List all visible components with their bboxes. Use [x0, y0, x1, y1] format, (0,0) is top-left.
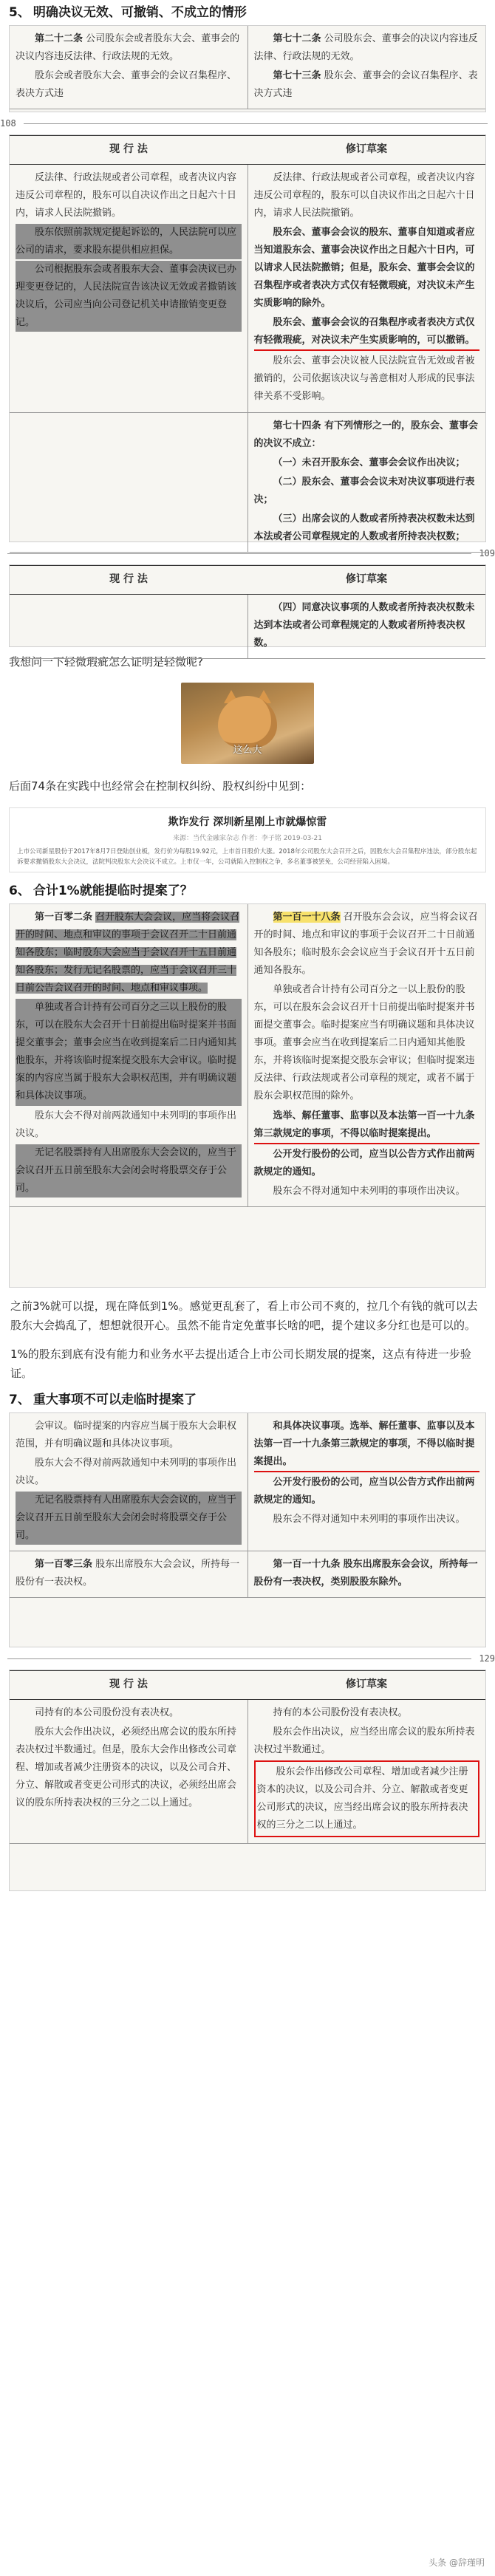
- draft-paragraph-underlined: 和具体决议事项。选举、解任董事、监事以及本法第一百一十九条第三款规定的事项，不得以临时提案提出。: [254, 1418, 480, 1472]
- law-paragraph: 反法律、行政法规或者公司章程，或者决议内容违反公司章程的，股东可以自决议作出之日起六十日内，请求人民法院撤销。: [16, 171, 237, 219]
- article-text: 召开股东会会议，应当将会议召开的时间、地点和审议的事项于会议召开二十日前通知各股东；临时股东会会议应当于会议召开十五日前通知各股东。: [253, 912, 478, 977]
- draft-paragraph: 股东会、董事会决议被人民法院宣告无效或者被撤销的，公司依据该决议与善意相对人形成的民事法律关系不受影响。: [253, 355, 475, 403]
- news-article-screenshot: [9, 807, 486, 872]
- article-meta: 来源：当代金融家杂志 作者：李子铭 2019-03-21: [172, 834, 323, 842]
- column-header-draft: 修订草案: [248, 136, 485, 165]
- cat-icon: [218, 696, 277, 748]
- law-paragraph: 股东大会不得对前两款通知中未列明的事项作出决议。: [16, 1110, 237, 1139]
- law-scan-block-3: [9, 564, 486, 647]
- law-scan-block-6: [9, 1670, 486, 1891]
- commentary-paragraph: 1%的股东到底有没有能力和业务水平去提出适合上市公司长期发展的提案，这点有待进一步验证。: [10, 1347, 471, 1380]
- law-paragraph-highlight: 召开股东大会会议，应当将会议召开的时间、地点和审议的事项于会议召开二十日前通知各股东；临时股东大会应当于会议召开十五日前通知各股东；发行无记名股票的，应当于会议召开三十日前公告会议召开的时间、地点和审议事项。: [16, 912, 240, 994]
- draft-paragraph: 单独或者合计持有公司百分之一以上股份的股东，可以在股东会会议召开十日前提出临时提案并书面提交董事会。临时提案应当有明确议题和具体决议事项。董事会应当在收到提案后二日内通知其他股东，并将该临时提案提交股东会审议；但临时提案违反法律、行政法规或者公司章程的规定，或者不属于股东会职权范围的除外。: [253, 984, 475, 1102]
- draft-paragraph-underlined: 选举、解任董事、监事以及本法第一百一十九条第三款规定的事项，不得以临时提案提出。: [254, 1107, 480, 1144]
- list-item: （一）未召开股东会、董事会会议作出决议；: [273, 457, 465, 468]
- law-scan-block-1: [9, 25, 486, 112]
- draft-paragraph: 反法律、行政法规或者公司章程，或者决议内容违反公司章程的，股东可以自决议作出之日起六十日内，请求人民法院撤销。: [253, 171, 475, 219]
- section-number: 5、: [9, 4, 30, 20]
- meme-image: [181, 683, 314, 764]
- meme-caption: 这么大: [233, 745, 262, 756]
- column-header-draft: 修订草案: [248, 566, 485, 595]
- commentary-paragraph: 之前3%就可以提，现在降低到1%。感觉更乱套了，看上市公司不爽的，拉几个有钱的就可以去股东大会捣乱了，想想就很开心。虽然不能肯定免董事长啥的吧，提个建议多分红也是可以的。: [10, 1299, 478, 1333]
- list-item: （二）股东会、董事会会议未对决议事项进行表决；: [253, 476, 475, 505]
- section-6-heading: [0, 878, 495, 903]
- draft-paragraph: 股东会、董事会会议的股东、董事自知道或者应当知道股东会、董事会决议作出之日起六十日内，可以请求人民法院撤销；但是，股东会、董事会会议的召集程序或者表决方式仅有轻微瑕疵，对决议未产生实质影响的除外。: [253, 227, 475, 310]
- article-text: 公司股东会或者股东大会、董事会的决议内容违反法律、行政法规的无效。: [16, 33, 240, 63]
- draft-paragraph-underlined: 股东会、董事会会议的召集程序或者表决方式仅有轻微瑕疵，对决议未产生实质影响的，可以撤销。: [254, 314, 480, 351]
- page-number: [0, 112, 495, 134]
- law-paragraph-highlight: 股东依照前款规定提起诉讼的，人民法院可以应公司的请求，要求股东提供相应担保。: [16, 224, 242, 259]
- comment-question: 我想问一下轻微瑕疵怎么证明是轻微呢?: [9, 655, 203, 669]
- page-number-text: 109: [479, 547, 495, 558]
- section-5-heading: [0, 0, 495, 25]
- article-text: 股东出席股东会会议，所持每一股份有一表决权，类别股股东除外。: [253, 1559, 478, 1588]
- law-scan-block-2: [9, 134, 486, 542]
- law-paragraph-highlight: 无记名股票持有人出席股东大会会议的，应当于会议召开五日前至股东大会闭会时将股票交存于公司。: [16, 1492, 242, 1545]
- article-text: 公司股东会、董事会的决议内容违反法律、行政法规的无效。: [253, 33, 478, 63]
- section-7-heading: [0, 1387, 495, 1412]
- column-header-draft: 修订草案: [248, 1671, 485, 1700]
- column-header-current-law: 现 行 法: [10, 566, 248, 595]
- draft-paragraph: 股东会不得对通知中未列明的事项作出决议。: [273, 1185, 465, 1197]
- watermark: 头条 @辞瑾明: [429, 2557, 485, 2568]
- article-label: 第二十二条: [35, 33, 83, 44]
- draft-paragraph: 公开发行股份的公司，应当以公告方式作出前两款规定的通知。: [253, 1148, 475, 1178]
- comment-text: 后面74条在实践中也经常会在控制权纠纷、股权纠纷中见到：: [9, 779, 312, 793]
- article-label: 第七十四条: [273, 420, 321, 431]
- article-title: 欺诈发行 深圳新星刚上市就爆惊雷: [168, 816, 327, 828]
- law-scan-block-4: [9, 903, 486, 1288]
- article-text: 股东会、董事会的会议召集程序、表决方式违: [253, 70, 478, 100]
- law-scan-block-5: [9, 1412, 486, 1647]
- column-header-current-law: 现 行 法: [10, 136, 248, 165]
- article-text: 股东出席股东大会会议，所持每一股份有一表决权。: [16, 1559, 240, 1588]
- draft-paragraph-boxed: 股东会作出修改公司章程、增加或者减少注册资本的决议，以及公司合并、分立、解散或者变更公司形式的决议，应当经出席会议的股东所持表决权的三分之二以上通过。: [254, 1760, 480, 1837]
- article-body: 上市公司新星股份于2017年8月7日登陆创业板，发行价为每股19.92元，上市首日股价大涨。2018年公司股东大会召开之后，因股东大会召集程序违法，部分股东起诉要求撤销股东大会决议，法院判决股东大会决议不成立。上市仅一年，公司就陷入控制权之争，多名董事被罢免，公司经营陷入困境。: [17, 848, 477, 866]
- draft-paragraph: 持有的本公司股份没有表决权。: [273, 1706, 408, 1718]
- page-number-text: 108: [0, 117, 16, 129]
- article-label: 第一百一十九条: [273, 1559, 341, 1571]
- article-label: 第一百零二条: [35, 912, 93, 923]
- draft-paragraph: 公开发行股份的公司，应当以公告方式作出前两款规定的通知。: [253, 1477, 475, 1506]
- list-item: （四）同意决议事项的人数或者所持表决权数未达到本法或者公司章程规定的人数或者所持表决权数。: [253, 601, 475, 649]
- section-number: 6、: [9, 883, 30, 898]
- section-title: 明确决议无效、可撤销、不成立的情形: [33, 4, 247, 20]
- article-text: 股东会或者股东大会、董事会的会议召集程序、表决方式违: [16, 70, 237, 100]
- law-paragraph-highlight: 单独或者合计持有公司百分之三以上股份的股东，可以在股东大会召开十日前提出临时提案并书面提交董事会；董事会应当在收到提案后二日内通知其他股东，并将该临时提案提交股东大会审议。临时提案的内容应当属于股东大会职权范围，并有明确议题和具体决议事项。: [16, 999, 242, 1105]
- list-item: （三）出席会议的人数或者所持表决权数未达到本法或者公司章程规定的人数或者所持表决权数；: [253, 513, 475, 542]
- page-number-text: 129: [479, 1653, 495, 1664]
- page-number: [0, 1647, 495, 1670]
- section-title: 合计1%就能提临时提案了？: [33, 883, 193, 898]
- article-label: 第七十二条: [273, 33, 321, 44]
- article-label: 第一百一十八条: [273, 912, 341, 923]
- article-label: 第七十三条: [273, 70, 321, 82]
- draft-paragraph: 股东会不得对通知中未列明的事项作出决议。: [273, 1514, 465, 1526]
- law-paragraph: 司持有的本公司股份没有表决权。: [35, 1706, 180, 1718]
- section-title: 重大事项不可以走临时提案了: [33, 1392, 197, 1407]
- law-paragraph-highlight: 公司根据股东会或者股东大会、董事会决议已办理变更登记的，人民法院宣告该决议无效或者撤销该决议后，公司应当向公司登记机关申请撤销变更登记。: [16, 261, 242, 332]
- law-paragraph-highlight: 无记名股票持有人出席股东大会会议的，应当于会议召开五日前至股东大会闭会时将股票交存于公司。: [16, 1144, 242, 1198]
- law-paragraph: 股东大会作出决议，必须经出席会议的股东所持表决权过半数通过。但是，股东大会作出修改公司章程、增加或者减少注册资本的决议，以及公司合并、分立、解散或者变更公司形式的决议，必须经出席会议的股东所持表决权的三分之二以上通过。: [16, 1726, 237, 1809]
- law-paragraph: 股东大会不得对前两款通知中未列明的事项作出决议。: [16, 1458, 237, 1487]
- section-number: 7、: [9, 1392, 30, 1407]
- article-label: 第一百零三条: [35, 1559, 93, 1571]
- draft-paragraph: 股东会作出决议，应当经出席会议的股东所持表决权过半数通过。: [253, 1726, 475, 1755]
- article-text: 有下列情形之一的，股东会、董事会的决议不成立：: [253, 420, 479, 449]
- column-header-current-law: 现 行 法: [10, 1671, 248, 1700]
- law-paragraph: 会审议。临时提案的内容应当属于股东大会职权范围，并有明确议题和具体决议事项。: [16, 1421, 237, 1450]
